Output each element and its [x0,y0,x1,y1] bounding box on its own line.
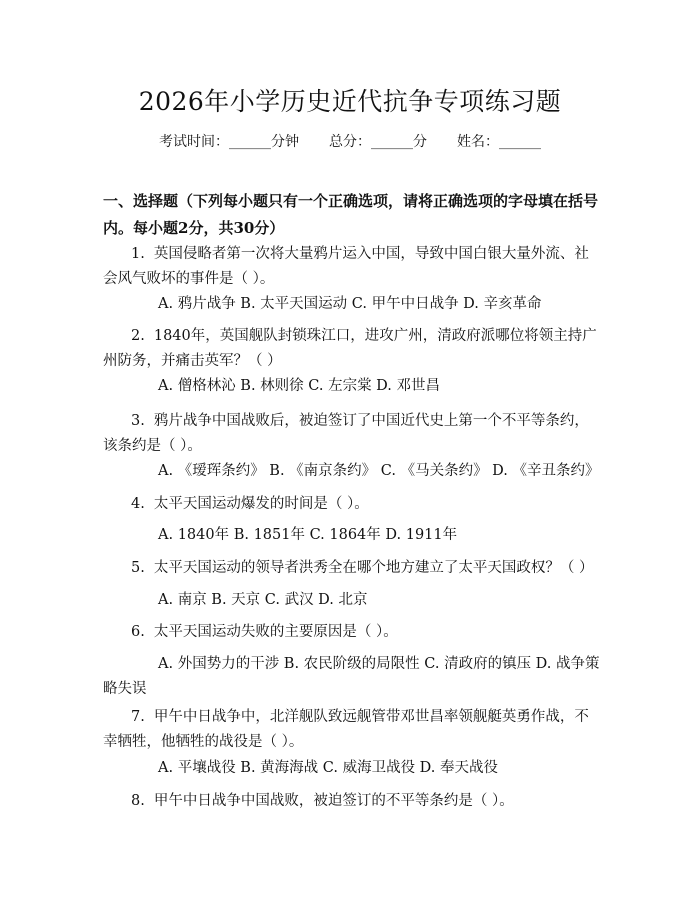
question-number: 1. [131,246,145,262]
question-text: 英国侵略者第一次将大量鸦片运入中国，导致中国白银大量外流、社会风气败坏的事件是（ ）。 [103,246,589,287]
question-number: 5. [131,560,145,576]
question-text: 甲午中日战争中国战败，被迫签订的不平等条约是（ ）。 [153,793,514,809]
question-text: 太平天国运动爆发的时间是（ ）。 [153,496,369,512]
question-2-options: A. 僧格林沁 B. 林则徐 C. 左宗棠 D. 邓世昌 [158,378,441,394]
question-number: 4. [131,496,145,512]
question-3 [103,409,603,459]
section-heading: 一、选择题（下列每小题只有一个正确选项，请将正确选项的字母填在括号内。每小题2分，共30分） [103,192,599,237]
page-title: 2026年小学历史近代抗争专项练习题 [138,87,562,116]
question-5-options: A. 南京 B. 天京 C. 武汉 D. 北京 [158,592,368,608]
question-2 [103,324,603,374]
total-score-field: 总分：______分 [329,134,427,150]
question-text: 太平天国运动失败的主要原因是（ ）。 [153,624,398,640]
question-4-options: A. 1840年 B. 1851年 C. 1864年 D. 1911年 [158,527,458,543]
question-1-options: A. 鸦片战争 B. 太平天国运动 C. 甲午中日战争 D. 辛亥革命 [158,296,542,312]
exam-info-line [0,131,700,151]
question-1 [103,242,603,292]
question-3-options: A. 《瑷珲条约》 B. 《南京条约》 C. 《马关条约》 D. 《辛丑条约》 [158,463,600,479]
question-number: 6. [131,624,145,640]
question-number: 8. [131,793,145,809]
question-number: 7. [131,709,145,725]
question-text: 太平天国运动的领导者洪秀全在哪个地方建立了太平天国政权？（ ） [153,560,594,576]
question-6-options: A. 外国势力的干涉 B. 农民阶级的局限性 C. 清政府的镇压 D. 战争策略失误 [103,656,600,697]
exam-time-field: 考试时间：______分钟 [159,134,299,150]
question-number: 3. [131,413,145,429]
question-7 [103,705,603,755]
question-number: 2. [131,328,145,344]
question-text: 1840年，英国舰队封锁珠江口，进攻广州，清政府派哪位将领主持广州防务，并痛击英军？（ ） [103,328,597,369]
question-text: 甲午中日战争中，北洋舰队致远舰管带邓世昌率领舰艇英勇作战，不幸牺牲，他牺牲的战役是（ ）。 [103,709,589,750]
question-6 [103,620,603,645]
question-8 [103,789,603,814]
question-7-options: A. 平壤战役 B. 黄海海战 C. 威海卫战役 D. 奉天战役 [158,760,499,776]
question-5 [103,556,603,581]
question-4 [103,492,603,517]
student-name-field: 姓名：______ [457,134,541,150]
question-text: 鸦片战争中国战败后，被迫签订了中国近代史上第一个不平等条约，该条约是（ ）。 [103,413,589,454]
